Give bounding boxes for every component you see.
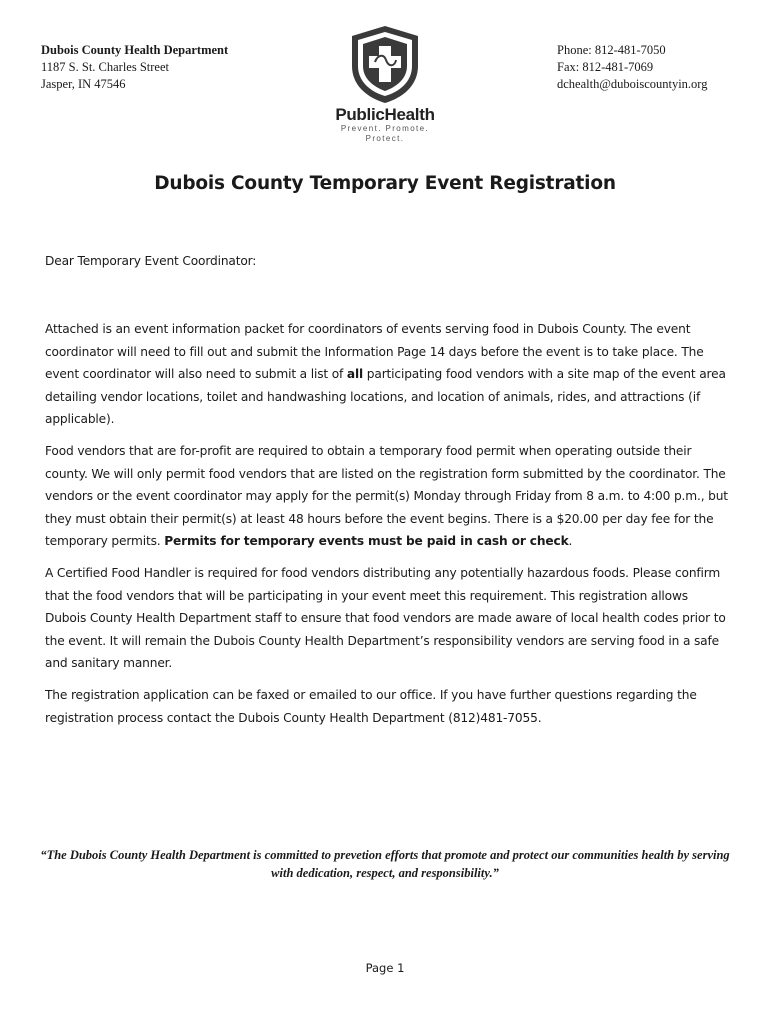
emphasis-text: all — [346, 367, 364, 381]
emphasis-text: Permits for temporary events must be paid in cash or check — [164, 534, 569, 548]
salutation: Dear Temporary Event Coordinator: — [45, 254, 257, 268]
paragraph-packet-info — [45, 318, 731, 431]
logo-tagline: Prevent. Promote. Protect. — [340, 124, 430, 143]
page-number: Page 1 — [365, 961, 405, 975]
phone-number: Phone: 812-481-7050 — [557, 43, 666, 57]
paragraph-text: . — [568, 534, 573, 548]
paragraph-text: participating food vendors with a site map of the event area detailing vendor locations, toilet and handwashing locations, and location of animals, rides, and attractions (if applicable). — [45, 367, 726, 426]
fax-number: Fax: 812-481-7069 — [557, 60, 654, 74]
public-health-logo — [320, 24, 450, 143]
address-line-2: Jasper, IN 47546 — [41, 77, 126, 91]
paragraph-text: A Certified Food Handler is required for food vendors distributing any potentially hazardous foods. Please confirm that the food vendors that will be participating in your event meet this requirement. This registration allows Dubois County Health Department staff to ensure that food vendors are made aware of local health codes prior to the event. It will remain the Dubois County Health Department’s responsibility vendors are serving food in a safe and sanitary manner. — [45, 566, 726, 670]
paragraph-text: Attached is an event information packet for coordinators of events serving food in Dubois County. The event coordinator will need to fill out and submit the Information Page 14 days before the event is to take place. The event coordinator will also need to submit a list of — [45, 322, 704, 381]
org-name: Dubois County Health Department — [41, 43, 229, 57]
paragraph-text: Food vendors that are for-profit are required to obtain a temporary food permit when operating outside their county. We will only permit food vendors that are listed on the registration form submitted by the coordinator. The vendors or the event coordinator may apply for the permit(s) Monday through Friday from 8 a.m. to 4:00 p.m., but they must obtain their permit(s) at least 48 hours before the event begins. There is a $20.00 per day fee for the temporary permits. — [45, 444, 728, 548]
paragraph-permit-info — [45, 440, 731, 553]
logo-wordmark: PublicHealth — [335, 105, 435, 124]
paragraph-food-handler — [45, 562, 731, 675]
email-address: dchealth@duboiscountyin.org — [557, 77, 708, 91]
letterhead-address — [41, 42, 228, 93]
letterhead-contact — [557, 42, 708, 93]
paragraph-contact — [45, 684, 731, 729]
document-title: Dubois County Temporary Event Registration — [154, 173, 616, 194]
shield-cross-icon — [348, 24, 422, 104]
mission-quote: “The Dubois County Health Department is committed to prevetion efforts that promote and protect our communities health by serving with dedication, respect, and responsibility.” — [40, 848, 730, 880]
paragraph-text: The registration application can be faxed or emailed to our office. If you have further questions regarding the registration process contact the Dubois County Health Department (812)481-7055. — [45, 688, 697, 725]
address-line-1: 1187 S. St. Charles Street — [41, 60, 170, 74]
